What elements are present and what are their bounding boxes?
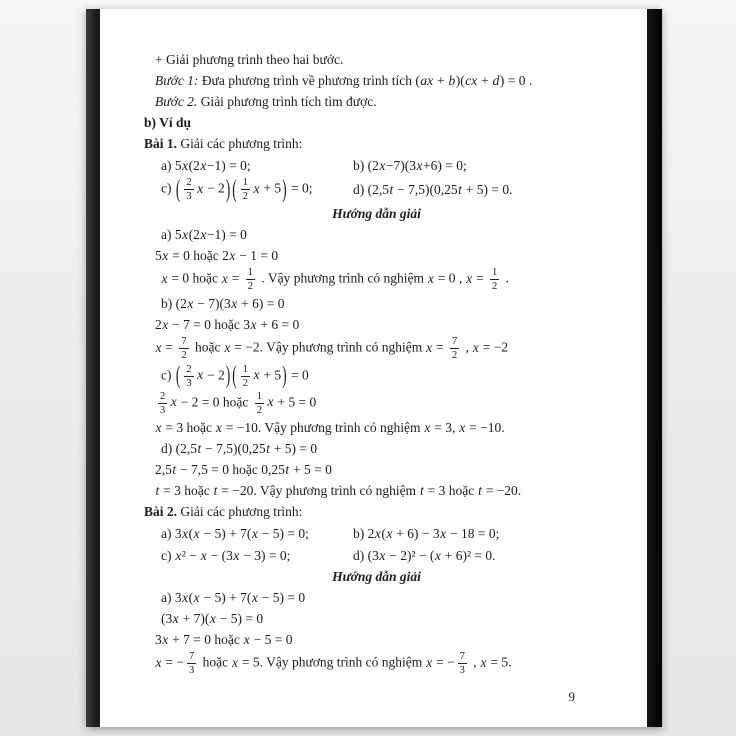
text-run: d) [353, 182, 368, 198]
text-line [144, 133, 609, 154]
math-run: x = 0 [161, 271, 190, 287]
text-run: + Giải phương trình theo hai bước. [155, 52, 344, 67]
math-run: x = [155, 340, 177, 356]
text-run: Bước 2. [155, 94, 201, 109]
text-run: , [455, 271, 466, 287]
math-run: 5x(2x−1) = 0; [174, 158, 251, 174]
math-run: = 0 [287, 367, 309, 383]
text-run: c) [161, 548, 175, 564]
text-line [161, 438, 609, 459]
math-run: x − 2 [197, 181, 225, 197]
text-run: a) [161, 158, 175, 174]
text-run: hoặc [191, 340, 224, 356]
text-run: hoặc [445, 482, 478, 498]
text-line [161, 224, 609, 245]
math-run: = 0; [287, 181, 313, 197]
math-run: x = 5. [231, 654, 263, 670]
text-line [155, 629, 609, 650]
fraction: $\frac{7}{2}$ [452, 336, 458, 362]
text-run: hoặc [210, 317, 244, 333]
text-run: d) [161, 440, 176, 456]
fraction: $\frac{1}{2}$ [247, 267, 253, 293]
math-run: x = −2 [472, 340, 509, 356]
math-run: x = 3 [155, 419, 184, 435]
text-run: Hướng dẫn giải [332, 206, 421, 222]
math-run: (3x − 2)² − (x + 6)² = 0. [367, 548, 496, 564]
math-run: x = − [426, 654, 455, 670]
math-run: x = [221, 271, 243, 287]
column [353, 156, 467, 175]
math-run: x − 2 [197, 367, 225, 383]
text-run: hoặc [219, 394, 252, 410]
text-run: hoặc [189, 248, 223, 264]
text-run: hoặc [199, 654, 232, 670]
section-heading-line [144, 203, 609, 224]
math-run: 5x = 0 [155, 248, 190, 264]
fraction: $\frac{1}{2}$ [242, 177, 248, 203]
text-line [161, 522, 609, 544]
math-run: 3x + 7 = 0 [155, 632, 211, 648]
column [161, 174, 353, 203]
text-run: b) Ví dụ [144, 115, 192, 130]
fraction: $\frac{2}{3}$ [186, 363, 192, 389]
text-run: b) [353, 158, 368, 174]
page-content [100, 49, 647, 677]
fraction: $\frac{7}{2}$ [181, 336, 187, 362]
math-run: (ax + b)(cx + d) = 0 [415, 73, 526, 88]
text-line [161, 266, 609, 293]
fraction: $\frac{1}{2}$ [492, 267, 498, 293]
big-parenthesis: ) [282, 174, 287, 203]
math-run: 3x + 6 = 0 [243, 317, 300, 333]
text-line [161, 587, 609, 608]
text-run: Vậy phương trình có nghiệm [262, 654, 426, 670]
math-run: x + 5 [253, 367, 282, 383]
text-run: hoặc [189, 271, 222, 287]
text-run: , [469, 654, 481, 670]
text-run: a) [161, 227, 175, 243]
text-line [155, 480, 609, 501]
math-run: x − 5 = 0 [243, 632, 293, 648]
math-run: 2x − 1 = 0 [222, 248, 279, 264]
math-run: t = 3 [419, 482, 446, 498]
big-parenthesis: ) [225, 174, 231, 203]
math-run: (2,5t − 7,5)(0,25t + 5) = 0. [367, 182, 513, 198]
math-run: x = − [155, 654, 184, 670]
big-parenthesis: ) [282, 360, 287, 389]
text-run: Vậy phương trình có nghiệm [261, 419, 424, 435]
math-run: 2x(x + 6) − 3x − 18 = 0; [367, 525, 500, 541]
text-run: Bước 1: [155, 73, 202, 88]
text-run: Hướng dẫn giải [332, 569, 421, 585]
fraction: $\frac{2}{3}$ [160, 390, 166, 416]
fraction: $\frac{1}{2}$ [242, 363, 248, 389]
column [353, 180, 513, 199]
section-heading-line [144, 566, 609, 587]
math-run: 2x − 7 = 0 [155, 317, 211, 333]
math-run: x − 2 = 0 [170, 394, 220, 410]
math-run: (2,5t − 7,5)(0,25t + 5) = 0 [175, 440, 318, 456]
text-line [155, 91, 609, 112]
text-run: c) [161, 367, 175, 383]
text-run: c) [161, 181, 175, 197]
text-run: hoặc [180, 482, 214, 498]
text-run: hoặc [183, 419, 216, 435]
text-line [155, 314, 609, 335]
text-run: , [462, 340, 473, 356]
big-parenthesis: ( [175, 360, 181, 389]
text-line [155, 417, 609, 438]
text-line [155, 245, 609, 266]
text-line [144, 501, 609, 522]
text-line [161, 360, 609, 390]
fraction: $\frac{7}{3}$ [459, 651, 465, 677]
math-run: x = −2. [224, 340, 263, 356]
column [161, 524, 353, 543]
math-run: x² − x − (3x − 3) = 0; [175, 548, 291, 564]
page-number: 9 [568, 689, 575, 704]
page-sheet [100, 9, 647, 727]
math-run: 2,5t − 7,5 = 0 [155, 461, 229, 477]
text-line [161, 608, 609, 629]
text-run: Vậy phương trình có nghiệm [262, 340, 426, 356]
text-run: hoặc [229, 461, 262, 477]
fraction: $\frac{2}{3}$ [186, 177, 192, 203]
text-run: Bài 2. [144, 503, 181, 519]
text-line [155, 650, 609, 677]
math-run: x = [466, 271, 488, 287]
text-run: b) [161, 296, 176, 312]
text-run: Vậy phương trình có nghiệm [256, 482, 420, 498]
math-run: 0,25t + 5 = 0 [261, 461, 332, 477]
math-run: 5x(2x−1) = 0 [174, 227, 247, 243]
math-run: 3x(x − 5) + 7(x − 5) = 0 [174, 590, 306, 606]
math-run: x + 5 [253, 181, 282, 197]
text-run: Giải phương trình tích tìm được. [200, 94, 377, 109]
math-run: (2x−7)(3x+6) = 0; [367, 158, 467, 174]
text-run: . Vậy phương trình có nghiệm [257, 271, 428, 287]
text-line [161, 544, 609, 566]
column [161, 156, 353, 175]
math-run: t = −20. [213, 482, 257, 498]
text-line [155, 70, 609, 91]
big-parenthesis: ( [232, 174, 237, 203]
text-run: Bài 1. [144, 136, 181, 151]
text-line [155, 335, 609, 362]
big-parenthesis: ( [232, 360, 237, 389]
text-run: a) [161, 590, 175, 606]
text-line [155, 390, 609, 417]
math-run: t = 3 [155, 482, 181, 498]
math-run: x = [426, 340, 448, 356]
math-run: (2x − 7)(3x + 6) = 0 [175, 296, 285, 312]
text-run: hoặc [210, 632, 244, 648]
column [161, 546, 353, 565]
column [353, 546, 496, 565]
math-run: x + 5 = 0 [267, 394, 317, 410]
fraction: $\frac{7}{3}$ [188, 651, 195, 677]
text-run: Giải các phương trình: [180, 136, 303, 151]
text-run: . [525, 73, 533, 88]
math-run: x = −10. [215, 419, 262, 435]
math-run: t = −20. [478, 482, 522, 498]
big-parenthesis: ) [225, 360, 231, 389]
text-run: d) [353, 548, 368, 564]
text-run: . [502, 271, 510, 287]
text-line [155, 459, 609, 480]
text-line [155, 49, 609, 70]
text-line [144, 112, 609, 133]
math-run: (3x + 7)(x − 5) = 0 [161, 611, 264, 627]
math-run: x = 5. [480, 654, 512, 670]
fraction: $\frac{1}{2}$ [256, 390, 262, 416]
text-run: Giải các phương trình: [180, 503, 303, 519]
math-run: 3x(x − 5) + 7(x − 5) = 0; [174, 525, 309, 541]
text-run: a) [161, 525, 175, 541]
text-line [161, 293, 609, 314]
text-run: b) [353, 525, 368, 541]
math-run: x = 0 [427, 271, 456, 287]
text-run: Đưa phương trình về phương trình tích [201, 73, 416, 88]
column [353, 524, 499, 543]
big-parenthesis: ( [175, 174, 181, 203]
text-line [161, 176, 609, 203]
math-run: x = 3, x = −10. [424, 419, 505, 435]
